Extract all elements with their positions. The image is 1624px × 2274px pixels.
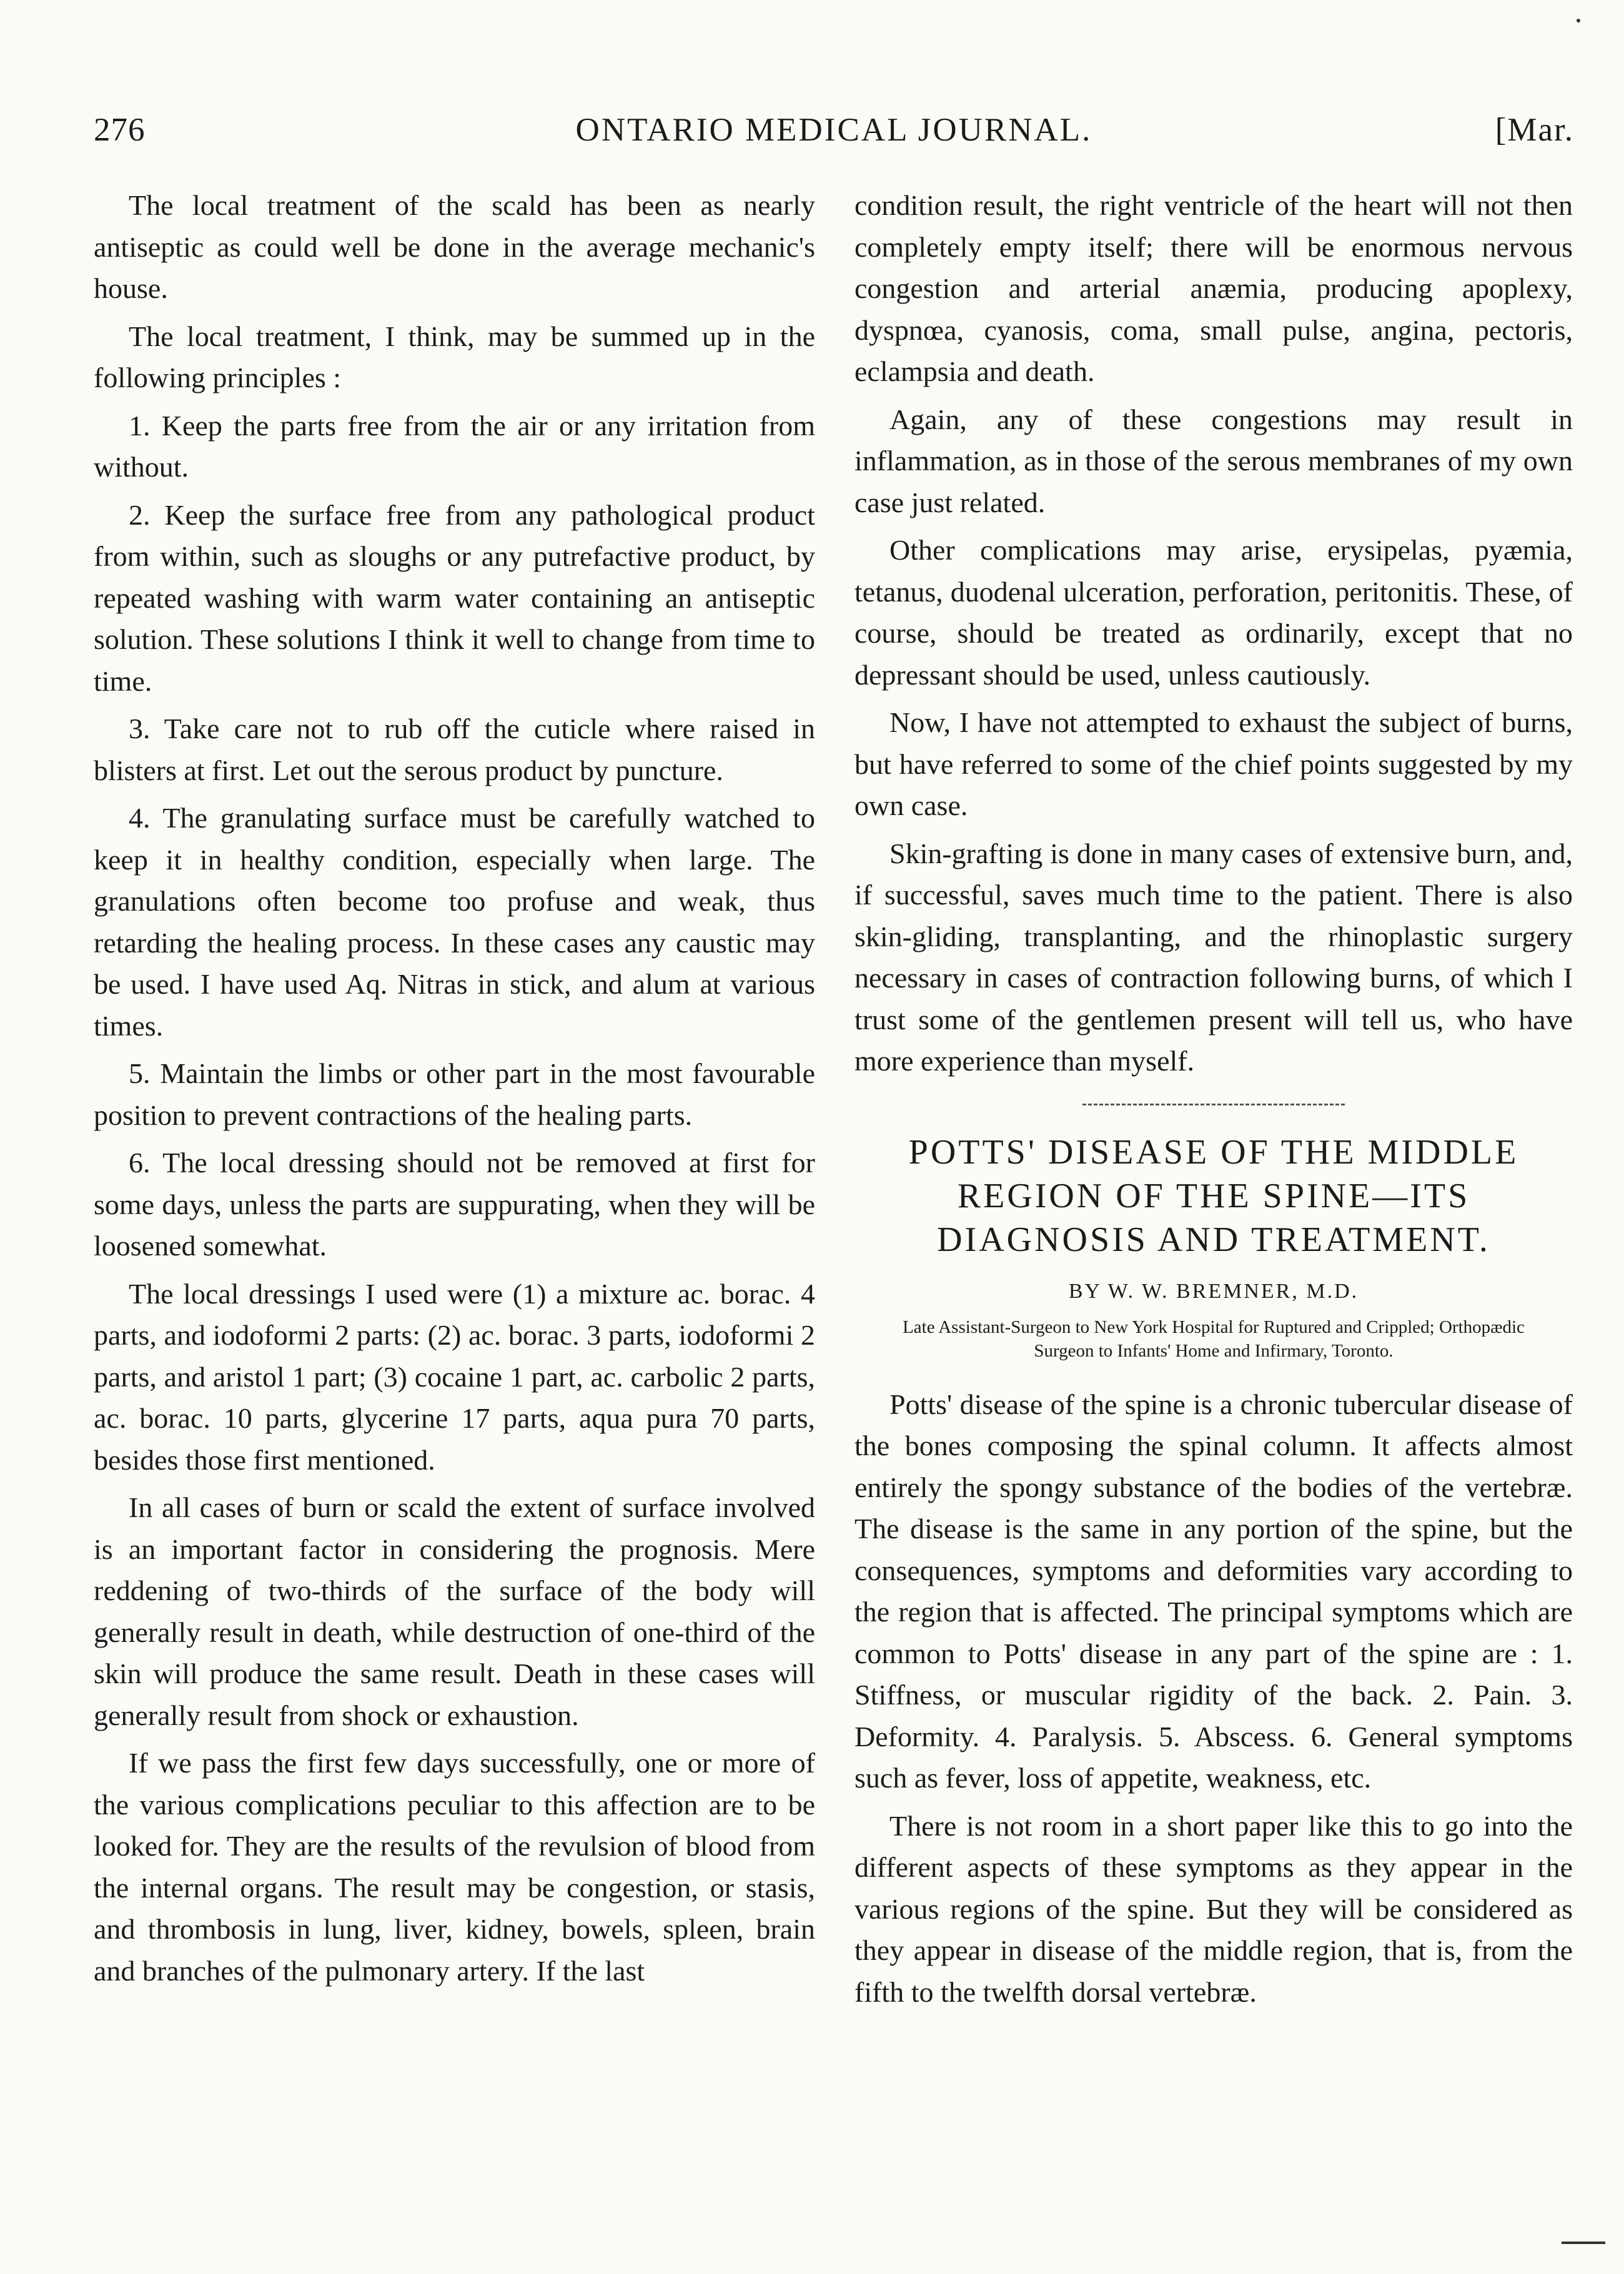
- principle-3: 3. Take care not to rub off the cuticle where raised in blisters at first. Let out the serous product by puncture.: [94, 713, 815, 786]
- paragraph: Other complications may arise, erysipelas, pyæmia, tetanus, duodenal ulceration, perforation, peritonitis. These, of course, should be treated as ordinarily, except that no depressant should be used, unless cautiously.: [854, 534, 1573, 691]
- principle-1: 1. Keep the parts free from the air or any irritation from without.: [94, 409, 815, 483]
- page-corner-mark: [1562, 2242, 1605, 2244]
- right-column: [854, 185, 1573, 2019]
- paragraph: Skin-grafting is done in many cases of extensive burn, and, if successful, saves much time to the patient. There is also skin-gliding, transplanting, and the rhinoplastic surgery necessary in cases of contraction following burns, of which I trust some of the gentlemen present will tell us, who have more experience than myself.: [854, 837, 1573, 1077]
- paragraph-continued: condition result, the right ventricle of the heart will not then completely empty itself; there will be enormous nervous congestion and arterial anæmia, producing apoplexy, dyspnœa, cyanosis, coma, small pulse, angina, pectoris, eclampsia and death.: [854, 189, 1573, 387]
- issue-month: [Mar.: [1495, 112, 1574, 148]
- paragraph: The local dressings I used were (1) a mixture ac. borac. 4 parts, and iodoformi 2 parts: (2) ac. borac. 3 parts, iodoformi 2 parts, and aristol 1 part; (3) cocaine 1 part, ac. carbolic 2 parts, ac. borac. 10 parts, glycerine 17 parts, aqua pura 70 parts, besides those first mentioned.: [94, 1277, 815, 1476]
- article-title: POTTS' DISEASE OF THE MIDDLE REGION OF THE SPINE—ITS DIAGNOSIS AND TREATMENT.: [908, 1132, 1519, 1259]
- running-header: [94, 111, 1574, 161]
- print-speck: [1577, 19, 1580, 22]
- page-number: 276: [94, 112, 146, 148]
- paragraph: Now, I have not attempted to exhaust the subject of burns, but have referred to some of the chief points suggested by my own case.: [854, 706, 1573, 821]
- paragraph: The local treatment of the scald has been as nearly antiseptic as could well be done in the average mechanic's house.: [94, 189, 815, 304]
- principle-4: 4. The granulating surface must be carefully watched to keep it in healthy condition, especially when large. The granulations often become too profuse and weak, thus retarding the healing process. In these cases any caustic may be used. I have used Aq. Nitras in stick, and alum at various times.: [94, 802, 815, 1042]
- principle-5: 5. Maintain the limbs or other part in the most favourable position to prevent contractions of the healing parts.: [94, 1057, 815, 1131]
- paragraph: There is not room in a short paper like this to go into the different aspects of these symptoms as they appear in the various regions of the spine. But they will be considered as they appear in disease of the middle region, that is, from the fifth to the twelfth dorsal vertebræ.: [854, 1809, 1573, 2008]
- left-column: [94, 185, 815, 1998]
- paragraph: Again, any of these congestions may result in inflammation, as in those of the serous membranes of my own case just related.: [854, 403, 1573, 518]
- author-affiliation: Late Assistant-Surgeon to New York Hospital for Ruptured and Crippled; Orthopædic Surgeon to Infants' Home and Infirmary, Toronto.: [903, 1317, 1525, 1361]
- paragraph: In all cases of burn or scald the extent of surface involved is an important factor in considering the prognosis. Mere reddening of two-thirds of the surface of the body will generally result in death, while destruction of one-third of the skin will produce the same result. Death in these cases will generally result from shock or exhaustion.: [94, 1491, 815, 1731]
- section-divider: [1082, 1104, 1345, 1105]
- article-byline: BY W. W. BREMNER, M.D.: [1068, 1279, 1359, 1303]
- paragraph: If we pass the first few days successfully, one or more of the various complications peculiar to this affection are to be looked for. They are the results of the revulsion of blood from the internal organs. The result may be congestion, or stasis, and thrombosis in lung, liver, kidney, bowels, spleen, brain and branches of the pulmonary artery. If the last: [94, 1747, 815, 1987]
- paragraph: Potts' disease of the spine is a chronic tubercular disease of the bones composing the spinal column. It affects almost entirely the spongy substance of the bodies of the vertebræ. The disease is the same in any portion of the spine, but the consequences, symptoms and deformities vary according to the region that is affected. The principal symptoms which are common to Potts' disease in any part of the spine are : 1. Stiffness, or muscular rigidity of the back. 2. Pain. 3. Deformity. 4. Paralysis. 5. Abscess. 6. General symptoms such as fever, loss of appetite, weakness, etc.: [854, 1388, 1573, 1794]
- principle-2: 2. Keep the surface free from any pathological product from within, such as sloughs or any putrefactive product, by repeated washing with warm water containing an antiseptic solution. These solutions I think it well to change from time to time.: [94, 498, 815, 697]
- paragraph: The local treatment, I think, may be summed up in the following principles :: [94, 320, 815, 393]
- journal-title: ONTARIO MEDICAL JOURNAL.: [575, 112, 1092, 148]
- principle-6: 6. The local dressing should not be removed at first for some days, unless the parts are suppurating, when they will be loosened somewhat.: [94, 1147, 815, 1262]
